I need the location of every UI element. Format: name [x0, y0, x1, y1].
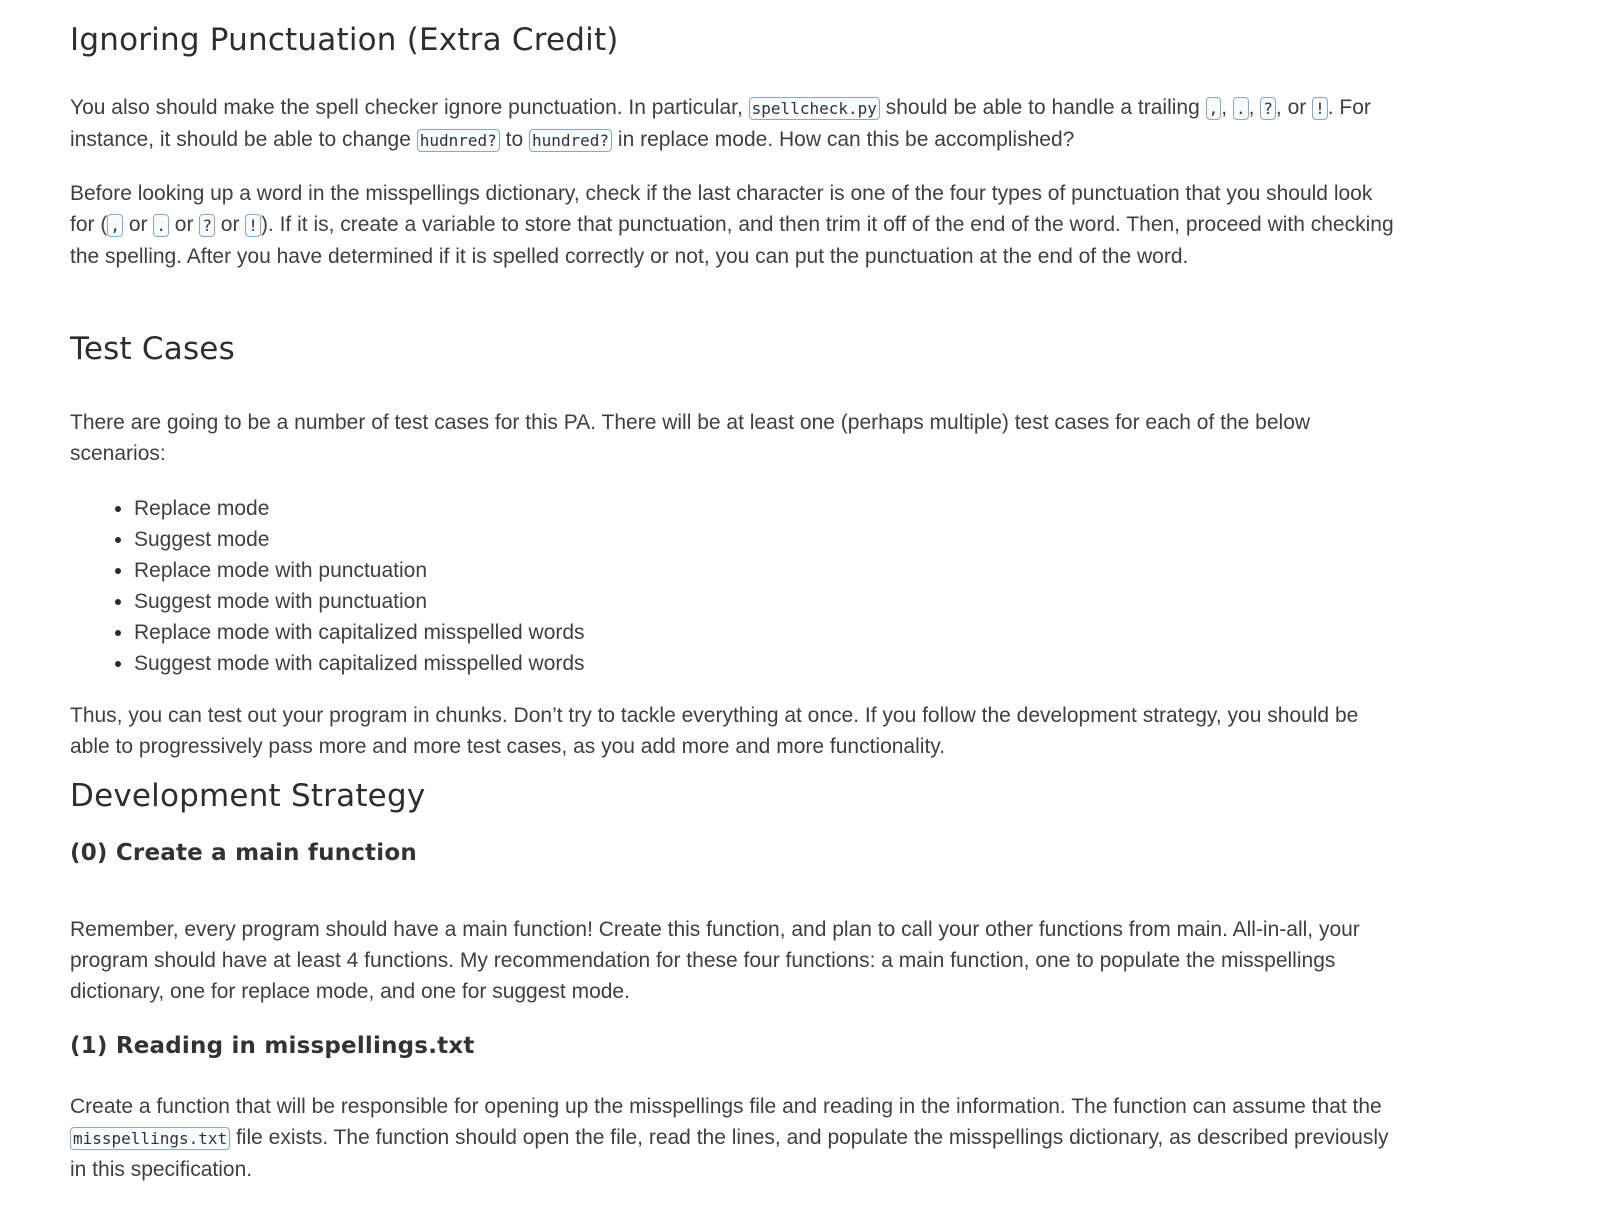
code-comma: , — [1206, 97, 1222, 120]
text: , — [1221, 96, 1233, 119]
list-item: • Replace mode with punctuation — [134, 555, 585, 586]
list-item: • Replace mode — [134, 493, 585, 524]
text: or — [214, 213, 246, 236]
text: ). If it is, create a variable to store that punctuation, and then trim it off of the end of the word. Then, proceed with checking the spelling. After you have determined if it is spelled correctly or not, you can put the punctuation at the end of the word. — [70, 213, 1394, 268]
paragraph-test-cases-outro: Thus, you can test out your program in chunks. Don’t try to tackle everything at once. If you follow the development strategy, you should be able to progressively pass more and more test cases, as you add more and more functionality. — [70, 704, 1359, 758]
paragraph-punctuation-intro — [70, 92, 1400, 156]
text: . For instance, it should be able to change — [70, 96, 1371, 151]
text: Before looking up a word in the misspellings dictionary, check if the last character is one of the four types of punctuation that you should look for ( — [70, 182, 1373, 236]
paragraph-test-cases-intro: There are going to be a number of test cases for this PA. There will be at least one (perhaps multiple) test cases for each of the below scenarios: — [70, 411, 1311, 465]
text: in replace mode. How can this be accomplished? — [612, 128, 1075, 151]
heading-development-strategy: Development Strategy — [70, 778, 426, 814]
test-case-list — [70, 493, 585, 679]
code-period: . — [1233, 97, 1249, 120]
text: to — [499, 128, 529, 151]
code-hudnred: hudnred? — [417, 129, 500, 152]
list-item: • Suggest mode with punctuation — [134, 586, 585, 617]
paragraph-punctuation-approach — [70, 178, 1400, 272]
code-spellcheck-py: spellcheck.py — [749, 97, 880, 120]
heading-ignoring-punctuation: Ignoring Punctuation (Extra Credit) — [70, 22, 619, 58]
code-period: . — [153, 214, 169, 237]
paragraph-step-1 — [70, 1091, 1400, 1185]
list-item: • Suggest mode — [134, 524, 585, 555]
text: , or — [1275, 96, 1313, 119]
code-question: ? — [1260, 97, 1276, 120]
list-item: • Replace mode with capitalized misspelled words — [134, 617, 585, 648]
text: Create a function that will be responsible for opening up the misspellings file and reading in the information. The function can assume that the — [70, 1095, 1382, 1118]
list-item: • Suggest mode with capitalized misspelled words — [134, 648, 585, 679]
text: file exists. The function should open the file, read the lines, and populate the misspellings dictionary, as described previously in this specification. — [70, 1126, 1389, 1181]
text: or — [122, 213, 154, 236]
code-exclaim: ! — [1312, 97, 1328, 120]
code-exclaim: ! — [245, 214, 261, 237]
heading-step-0-main-function: (0) Create a main function — [70, 840, 417, 866]
text: should be able to handle a trailing — [879, 96, 1206, 119]
text: , — [1248, 96, 1261, 119]
code-hundred: hundred? — [529, 129, 612, 152]
heading-test-cases: Test Cases — [70, 331, 235, 367]
heading-step-1-reading-misspellings: (1) Reading in misspellings.txt — [70, 1033, 475, 1059]
code-comma: , — [107, 214, 123, 237]
code-question: ? — [199, 214, 215, 237]
text: You also should make the spell checker ignore punctuation. In particular, — [70, 96, 749, 119]
code-misspellings-txt: misspellings.txt — [70, 1127, 230, 1150]
paragraph-step-0: Remember, every program should have a main function! Create this function, and plan to call your other functions from main. All-in-all, your program should have at least 4 functions. My recommendation for these four functions: a main function, one to populate the misspellings dictionary, one for replace mode, and one for suggest mode. — [70, 918, 1360, 1003]
text: or — [168, 213, 200, 236]
